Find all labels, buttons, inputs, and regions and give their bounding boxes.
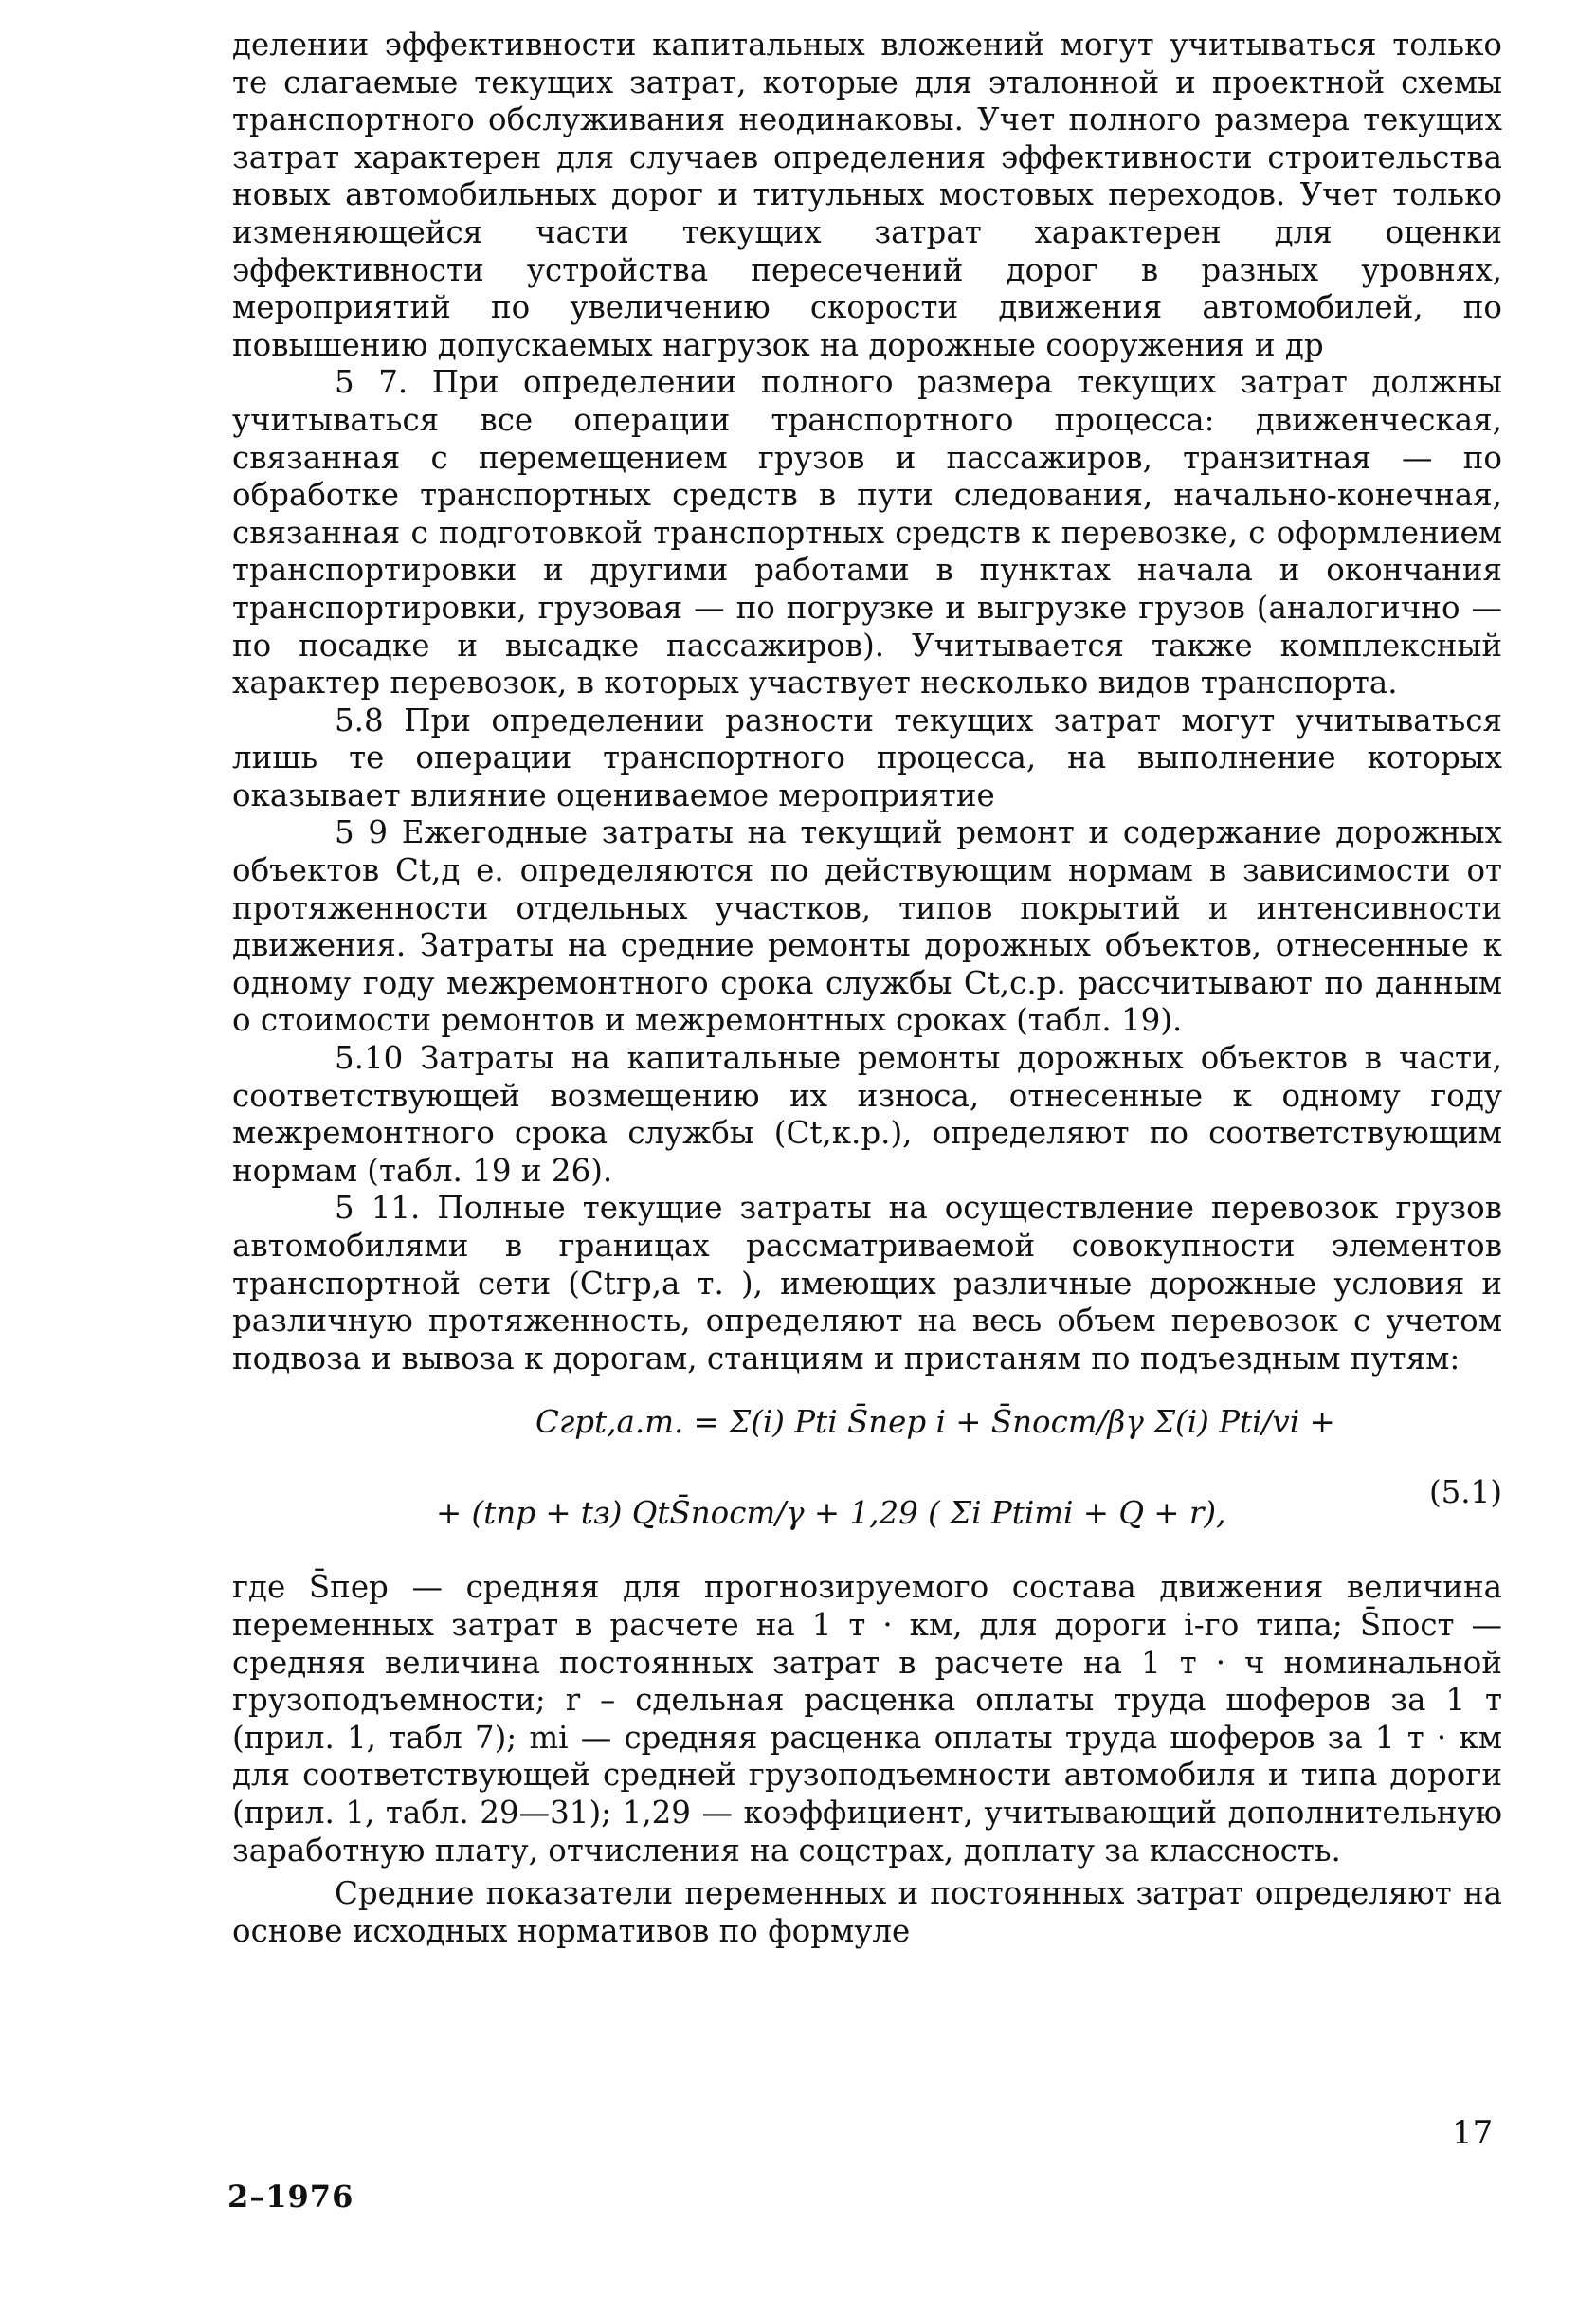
formula-5-1 [232,1383,1502,1569]
paragraph-continuation: делении эффективности капитальных вложений могут учитываться только те слагаемые текущих затрат, которые для эталонной и проектной схемы транспортного обслуживания неодинаковы. Учет полного размера текущих затрат характерен для случаев определения эффективности строительства новых автомобильных дорог и титульных мостовых переходов. Учет только изменяющейся части текущих затрат характерен для оценки эффективности устройства пересечений дорог в разных уровнях, мероприятий по увеличению скорости движения автомобилей, по повышению допускаемых нагрузок на дорожные сооружения и др [232,27,1502,363]
formula-number: (5.1) [1428,1474,1502,1511]
paragraph-5-8: 5.8 При определении разности текущих затрат могут учитываться лишь те операции транспортного процесса, на выполнение которых оказывает влияние оцениваемое мероприятие [232,702,1502,813]
formula-line-2: + (tпр + tз) QtS̄пост/γ + 1,29 ( Σi Ptimi + Q + r), [436,1495,1226,1532]
page-number: 17 [1452,2114,1494,2152]
paragraph-5-9: 5 9 Ежегодные затраты на текущий ремонт и содержание дорожных объектов Ct,д е. определяются по действующим нормам в зависимости от протяженности отдельных участков, типов покрытий и интенсивности движения. Затраты на средние ремонты дорожных объектов, отнесенные к одному году межремонтного срока службы Ct,с.р. рассчитывают по данным о стоимости ремонтов и межремонтных сроках (табл. 19). [232,814,1502,1039]
paragraph-5-7: 5 7. При определении полного размера текущих затрат должны учитываться все операции транспортного процесса: движенческая, связанная с перемещением грузов и пассажиров, транзитная — по обработке транспортных средств в пути следования, начально-конечная, связанная с подготовкой транспортных средств к перевозке, с оформлением транспортировки и другими работами в пунктах начала и окончания транспортировки, грузовая — по погрузке и выгрузке грузов (аналогично — по посадке и высадке пассажиров). Учитывается также комплексный характер перевозок, в которых участвует несколько видов транспорта. [232,364,1502,702]
final-paragraph: Средние показатели переменных и постоянных затрат определяют на основе исходных нормативов по формуле [232,1875,1502,1949]
paragraph-5-11: 5 11. Полные текущие затраты на осуществление перевозок грузов автомобилями в границах рассматриваемой совокупности элементов транспортной сети (Ctгр,а т. ), имеющих различные дорожные условия и различную протяженность, определяют на весь объем перевозок с учетом подвоза и вывоза к дорогам, станциям и пристаням по подъездным путям: [232,1190,1502,1377]
paragraph-5-10: 5.10 Затраты на капитальные ремонты дорожных объектов в части, соответствующей возмещению их износа, отнесенные к одному году межремонтного срока службы (Ct,к.р.), определяют по соответствующим нормам (табл. 19 и 26). [232,1040,1502,1189]
signature-mark: 2–1976 [227,2179,354,2215]
formula-line-1: Cгрt,а.т. = Σ(i) Pti S̄пер i + S̄пост/βγ Σ(i) Pti/vi + [535,1404,1335,1441]
body-text [232,27,1502,1950]
where-paragraph: где S̄пер — средняя для прогнозируемого состава движения величина переменных затрат в расчете на 1 т · км, для дороги i-го типа; S̄пост — средняя величина постоянных затрат в расчете на 1 т · ч номинальной грузоподъемности; r – сдельная расценка оплаты труда шоферов за 1 т (прил. 1, табл 7); mi — средняя расценка оплаты труда шоферов за 1 т · км для соответствующей средней грузоподъемности автомобиля и типа дороги (прил. 1, табл. 29—31); 1,29 — коэффициент, учитывающий дополнительную заработную плату, отчисления на соцстрах, доплату за классность. [232,1569,1502,1869]
